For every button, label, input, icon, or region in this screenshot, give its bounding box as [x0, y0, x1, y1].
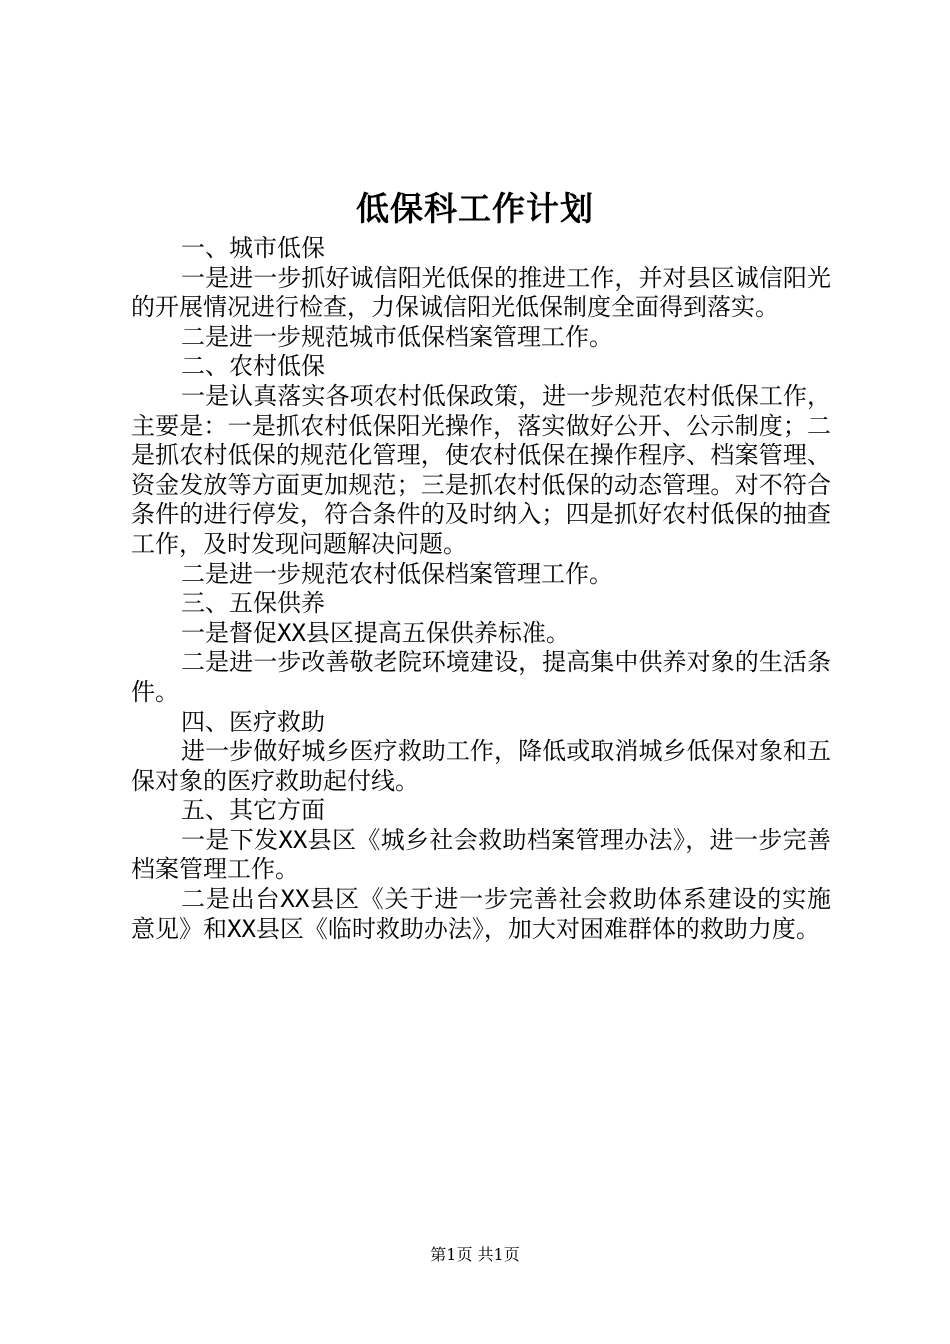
section-heading: 一、城市低保 [181, 234, 325, 262]
body-paragraph: 进一步做好城乡医疗救助工作，降低或取消城乡低保对象和五保对象的医疗救助起付线。 [131, 737, 831, 795]
body-paragraph: 二是进一步改善敬老院环境建设，提高集中供养对象的生活条件。 [131, 648, 831, 706]
page-number-footer: 第1页 共1页 [430, 1245, 520, 1264]
body-paragraph: 一是下发XX县区《城乡社会救助档案管理办法》，进一步完善档案管理工作。 [131, 825, 831, 884]
section-rural-subsistence [131, 352, 831, 589]
document-body [131, 234, 831, 944]
body-paragraph: 一是进一步抓好诚信阳光低保的推进工作，并对县区诚信阳光的开展情况进行检查，力保诚信阳光低保制度全面得到落实。 [131, 263, 831, 322]
body-paragraph: 二是进一步规范城市低保档案管理工作。 [181, 322, 613, 351]
section-heading: 三、五保供养 [181, 589, 325, 618]
body-paragraph: 一是认真落实各项农村低保政策，进一步规范农村低保工作，主要是：一是抓农村低保阳光操作，落实做好公开、公示制度；二是抓农村低保的规范化管理，使农村低保在操作程序、档案管理、资金发放等方面更加规范；三是抓农村低保的动态管理。对不符合条件的进行停发，符合条件的及时纳入；四是抓好农村低保的抽查工作，及时发现问题解决问题。 [131, 381, 831, 558]
section-other-aspects [131, 796, 831, 944]
section-urban-subsistence [131, 234, 831, 352]
section-medical-assistance [131, 708, 831, 797]
document-title: 低保科工作计划 [356, 189, 594, 228]
section-five-guarantees [131, 589, 831, 707]
body-paragraph: 一是督促XX县区提高五保供养标准。 [181, 618, 570, 647]
section-heading: 五、其它方面 [181, 796, 325, 825]
body-paragraph: 二是进一步规范农村低保档案管理工作。 [181, 559, 613, 588]
section-heading: 二、农村低保 [181, 352, 325, 381]
section-heading: 四、医疗救助 [181, 707, 325, 736]
body-paragraph: 二是出台XX县区《关于进一步完善社会救助体系建设的实施意见》和XX县区《临时救助办法》，加大对困难群体的救助力度。 [131, 885, 831, 943]
